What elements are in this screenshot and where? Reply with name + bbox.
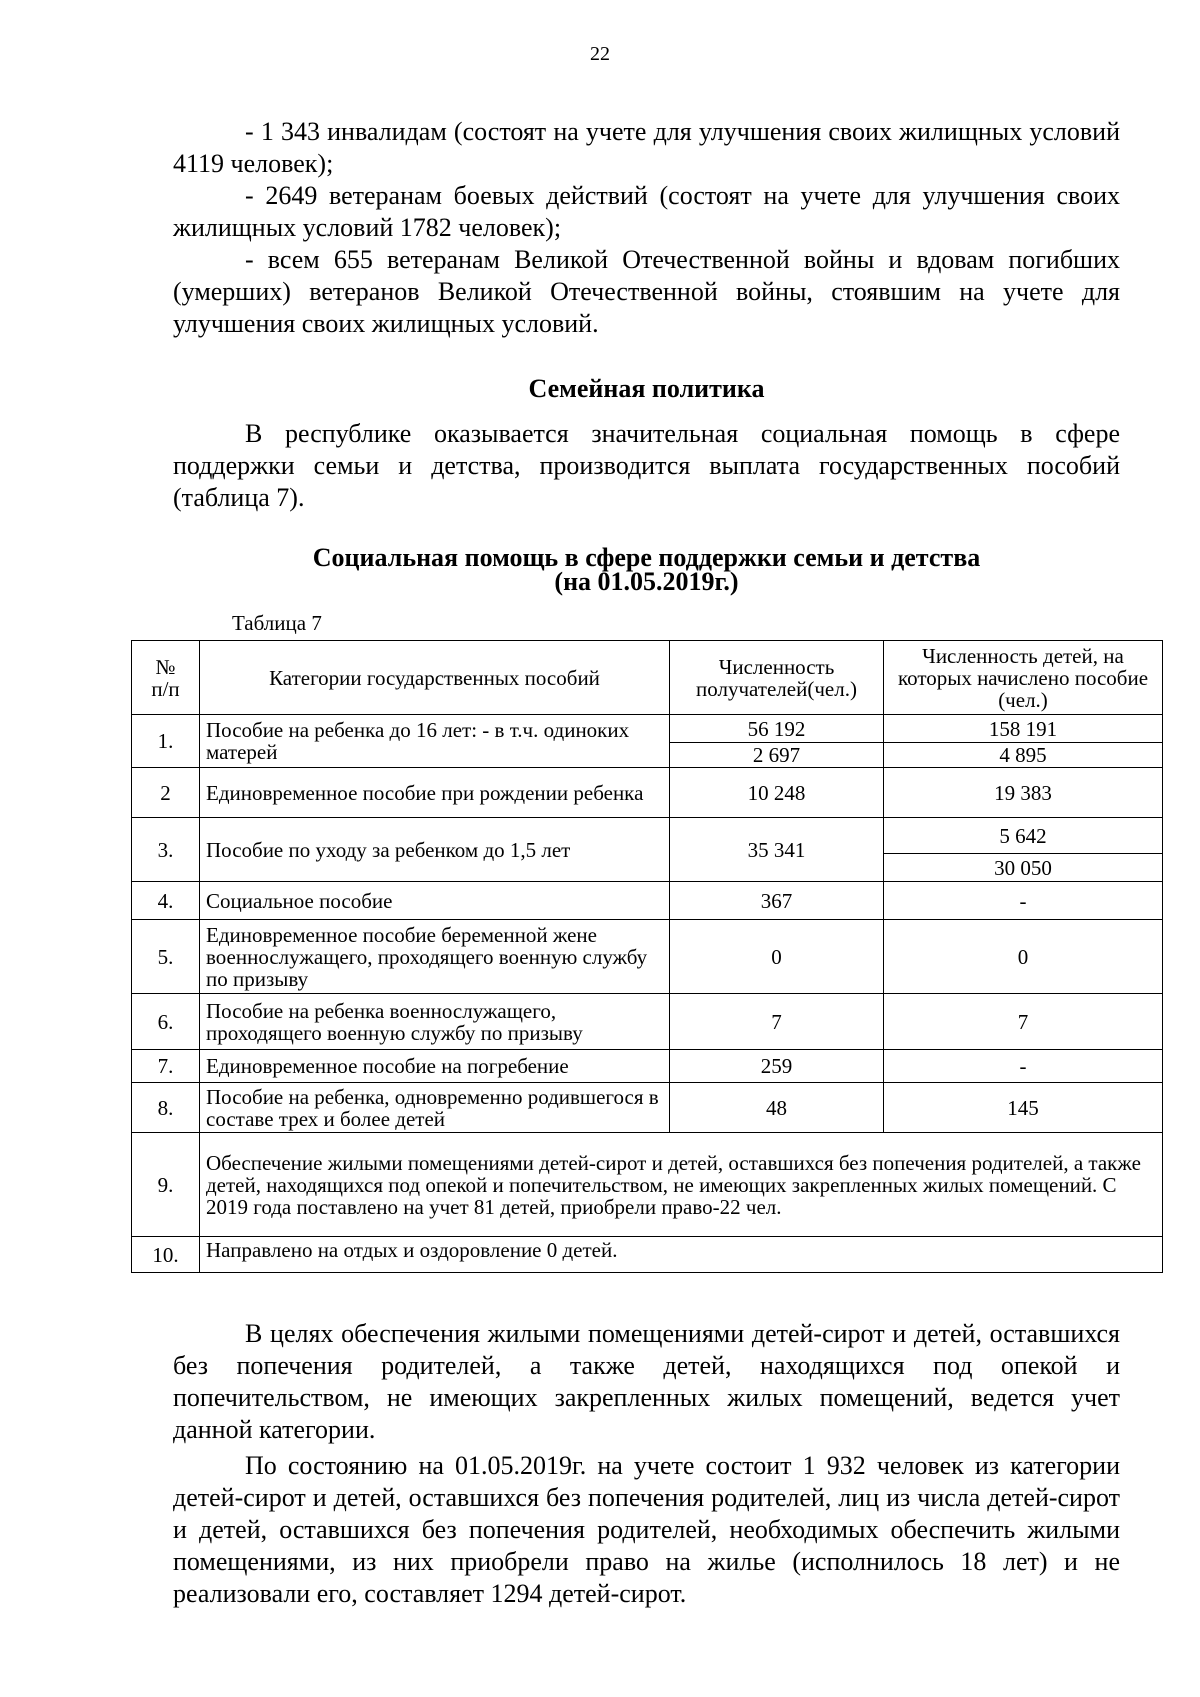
row-category: Единовременное пособие на погребение [200, 1050, 670, 1083]
header-recipients: Численность получателей(чел.) [670, 641, 884, 715]
row-children: 5 642 [884, 818, 1163, 854]
row-recipients: 35 341 [670, 818, 884, 882]
row-recipients: 259 [670, 1050, 884, 1083]
row-number: 1. [132, 715, 200, 768]
table-row [132, 1237, 1163, 1273]
table-row [132, 1133, 1163, 1237]
row-category: Социальное пособие [200, 882, 670, 920]
header-num [132, 641, 200, 715]
row-recipients: 0 [670, 920, 884, 994]
closing-paragraph-2: По состоянию на 01.05.2019г. на учете состоит 1 932 человек из категории детей-сирот и детей, оставшихся без попечения родителей, лиц из числа детей-сирот и детей, оставшихся без попечения родителей, необходимых обеспечить жилыми помещениями, из них приобрели право на жилье (исполнилось 18 лет) и не реализовали его, составляет 1294 детей-сирот. [173, 1451, 1120, 1608]
header-children: Численность детей, на которых начислено пособие (чел.) [884, 641, 1163, 715]
table-label: Таблица 7 [232, 611, 322, 635]
row-number: 10. [132, 1237, 200, 1273]
table-row [132, 818, 1163, 854]
row-number: 5. [132, 920, 200, 994]
row-recipients: 7 [670, 994, 884, 1050]
table-row [132, 920, 1163, 994]
row-category: Пособие на ребенка военнослужащего, проходящего военную службу по призыву [200, 994, 670, 1050]
row-orphans-housing: Обеспечение жилыми помещениями детей-сирот и детей, оставшихся без попечения родителей, а также детей, находящихся под опекой и попечительством, не имеющих закрепленных жилых помещений. С 2019 года поставлено на учет 81 детей, приобрели право-22 чел. [200, 1133, 1163, 1237]
row-category: Пособие на ребенка до 16 лет: - в т.ч. одиноких матерей [200, 715, 670, 768]
table-row [132, 715, 1163, 743]
row-children-single-mothers: 4 895 [884, 743, 1163, 768]
row-children: - [884, 1050, 1163, 1083]
table-title-line-2: (на 01.05.2019г.) [554, 567, 739, 596]
header-num-abbr: п/п [151, 676, 180, 701]
row-children: - [884, 882, 1163, 920]
row-category: Единовременное пособие при рождении ребенка [200, 768, 670, 818]
row-recipients: 10 248 [670, 768, 884, 818]
row-recreation: Направлено на отдых и оздоровление 0 детей. [200, 1237, 1163, 1273]
page-number: 22 [590, 43, 610, 65]
row-category: Пособие на ребенка, одновременно родившегося в составе трех и более детей [200, 1083, 670, 1133]
row-children: 19 383 [884, 768, 1163, 818]
row-children: 0 [884, 920, 1163, 994]
row-children-2: 30 050 [884, 854, 1163, 882]
closing-paragraph-1: В целях обеспечения жилыми помещениями детей-сирот и детей, оставшихся без попечения родителей, а также детей, находящихся под опекой и попечительством, не имеющих закрепленных жилых помещений, ведется учет данной категории. [173, 1319, 1120, 1444]
intro-paragraph-1: - 1 343 инвалидам (состоят на учете для улучшения своих жилищных условий 4119 человек); [173, 117, 1120, 178]
table-header-row [132, 641, 1163, 715]
row-recipients: 56 192 [670, 715, 884, 743]
row-recipients: 367 [670, 882, 884, 920]
section-paragraph: В республике оказывается значительная социальная помощь в сфере поддержки семьи и детства, производится выплата государственных пособий (таблица 7). [173, 419, 1120, 512]
row-category: Пособие по уходу за ребенком до 1,5 лет [200, 818, 670, 882]
row-recipients: 48 [670, 1083, 884, 1133]
row-number: 6. [132, 994, 200, 1050]
section-heading: Семейная политика [528, 374, 765, 403]
row-category: Единовременное пособие беременной жене военнослужащего, проходящего военную службу по призыву [200, 920, 670, 994]
row-number: 2 [132, 768, 200, 818]
header-category: Категории государственных пособий [200, 641, 670, 715]
table-row [132, 1083, 1163, 1133]
row-number: 4. [132, 882, 200, 920]
row-number: 8. [132, 1083, 200, 1133]
row-children: 158 191 [884, 715, 1163, 743]
row-number: 9. [132, 1133, 200, 1237]
table-row [132, 768, 1163, 818]
row-children: 145 [884, 1083, 1163, 1133]
table-row [132, 882, 1163, 920]
row-number: 3. [132, 818, 200, 882]
table-row [132, 1050, 1163, 1083]
table-title-line-1: Социальная помощь в сфере поддержки семьи и детства [312, 543, 981, 572]
benefits-table [131, 640, 1163, 1273]
row-children: 7 [884, 994, 1163, 1050]
intro-paragraph-2: - 2649 ветеранам боевых действий (состоят на учете для улучшения своих жилищных условий 1782 человек); [173, 181, 1120, 242]
row-number: 7. [132, 1050, 200, 1083]
header-num-symbol: № [155, 654, 176, 679]
row-recipients-single-mothers: 2 697 [670, 743, 884, 768]
table-row [132, 994, 1163, 1050]
intro-paragraph-3: - всем 655 ветеранам Великой Отечественной войны и вдовам погибших (умерших) ветеранов Великой Отечественной войны, стоявшим на учете для улучшения своих жилищных условий. [173, 245, 1120, 338]
